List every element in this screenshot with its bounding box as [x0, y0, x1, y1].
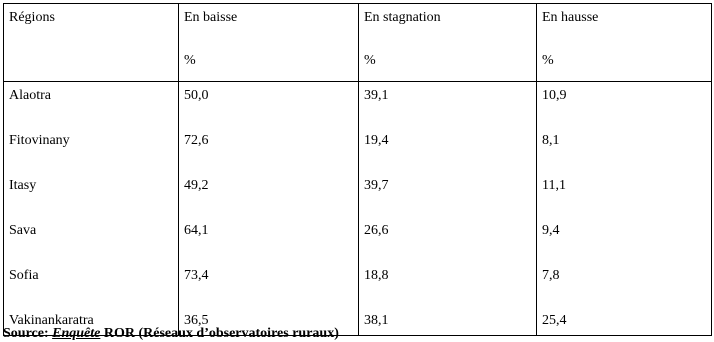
hausse-cell: 25,4: [542, 313, 567, 328]
baisse-cell: 50,0: [184, 88, 209, 103]
source-emphasis: Enquête: [52, 326, 101, 341]
stagnation-cell: 19,4: [364, 133, 389, 148]
stagnation-column: [359, 82, 537, 336]
baisse-cell: 36,5: [184, 313, 209, 328]
header-label: En baisse: [184, 10, 238, 25]
hausse-cell: 9,4: [542, 223, 560, 238]
region-cell: Alaotra: [9, 88, 51, 103]
source-rest: ROR (Réseaux d’observatoires ruraux): [100, 326, 339, 341]
baisse-cell: 64,1: [184, 223, 209, 238]
body-row: [4, 82, 712, 336]
baisse-cell: 72,6: [184, 133, 209, 148]
baisse-cell: 73,4: [184, 268, 209, 283]
header-regions: [4, 4, 179, 82]
source-prefix: Source:: [3, 326, 53, 341]
header-stagnation: [359, 4, 537, 82]
header-row: [4, 4, 712, 82]
baisse-column: [179, 82, 359, 336]
data-table: [3, 3, 712, 336]
region-cell: Sofia: [9, 268, 39, 283]
stagnation-cell: 26,6: [364, 223, 389, 238]
stagnation-cell: 39,1: [364, 88, 389, 103]
header-label: En stagnation: [364, 10, 441, 25]
header-unit: %: [364, 53, 376, 68]
hausse-cell: 10,9: [542, 88, 567, 103]
header-unit: %: [542, 53, 554, 68]
stagnation-cell: 38,1: [364, 313, 389, 328]
region-cell: Sava: [9, 223, 37, 238]
header-hausse: [537, 4, 712, 82]
hausse-column: [537, 82, 712, 336]
header-unit: %: [184, 53, 196, 68]
header-label: En hausse: [542, 10, 599, 25]
region-cell: Vakinankaratra: [9, 313, 94, 328]
regions-column: [4, 82, 179, 336]
hausse-cell: 8,1: [542, 133, 560, 148]
region-cell: Itasy: [9, 178, 37, 193]
stagnation-cell: 18,8: [364, 268, 389, 283]
hausse-cell: 11,1: [542, 178, 566, 193]
header-baisse: [179, 4, 359, 82]
header-label: Régions: [9, 10, 55, 25]
stagnation-cell: 39,7: [364, 178, 389, 193]
baisse-cell: 49,2: [184, 178, 209, 193]
hausse-cell: 7,8: [542, 268, 560, 283]
region-cell: Fitovinany: [9, 133, 70, 148]
